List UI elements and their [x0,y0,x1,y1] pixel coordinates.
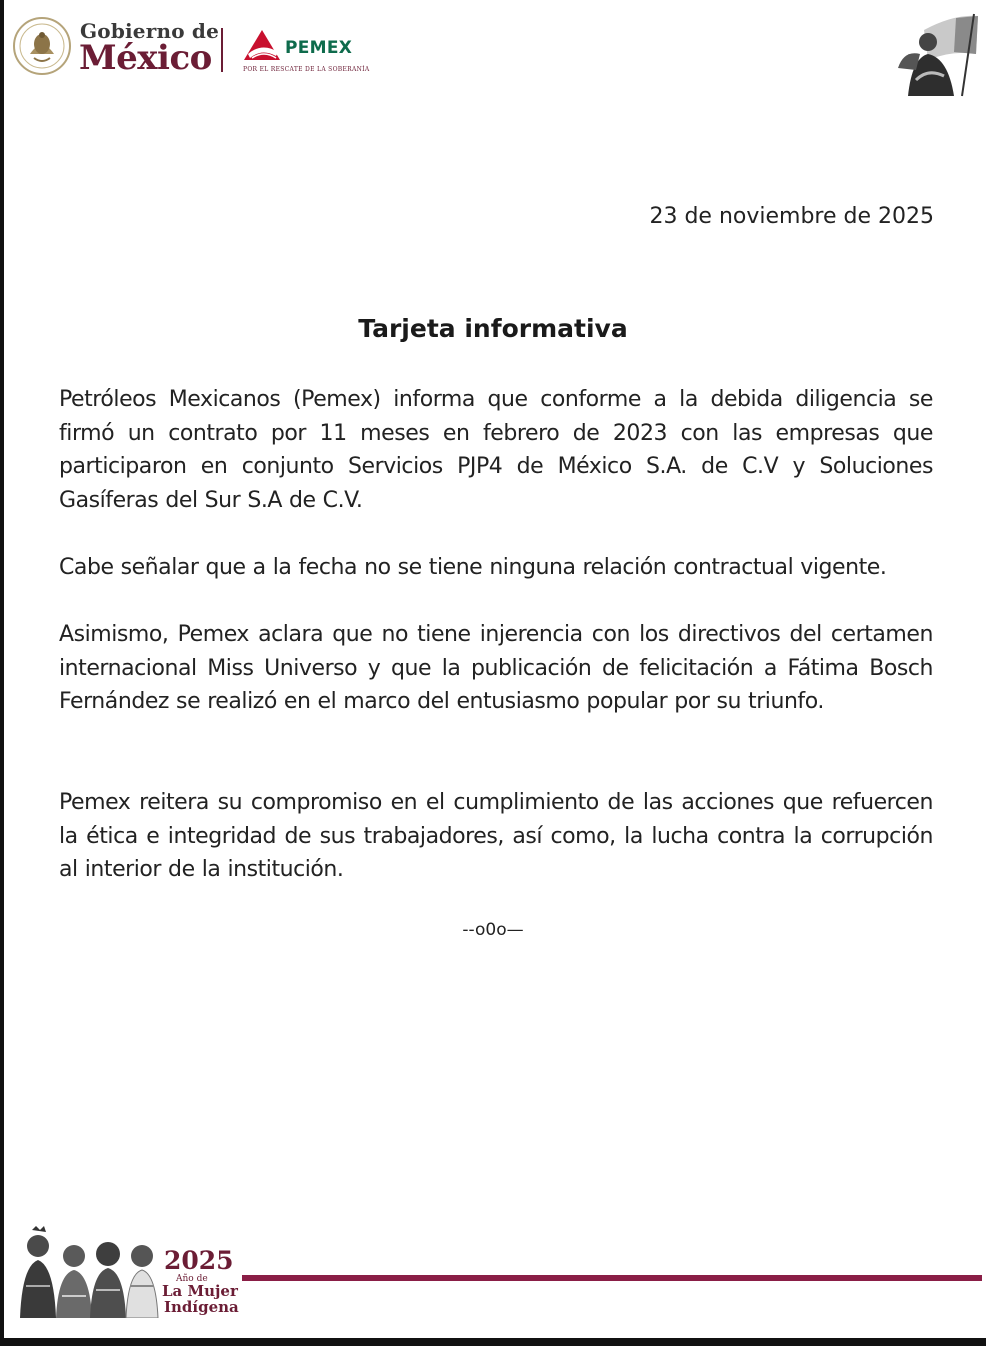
heroine-flag-icon [894,10,980,98]
footer-year-subtitle: Año de [176,1274,208,1284]
header-divider [221,28,223,72]
coat-of-arms-icon [12,16,72,76]
footer-year-line2: Indígena [164,1298,239,1316]
footer-year-line1: La Mujer [162,1282,238,1300]
footer-year: 2025 [164,1246,234,1275]
left-edge-rule [0,0,4,1346]
closing-mark: --o0o— [462,920,524,940]
document-date: 23 de noviembre de 2025 [649,204,934,229]
pemex-eagle-icon [242,28,282,64]
indigenous-women-icon [14,1226,160,1318]
pemex-wordmark: PEMEX [285,38,353,58]
bottom-edge-rule [0,1338,986,1346]
paragraph-commitment: Pemex reitera su compromiso en el cumplimiento de las acciones que refuercen la ética e integridad de sus trabajadores, así como, la lucha contra la corrupción al interior de la institución. [59,790,933,882]
document-title: Tarjeta informativa [358,314,628,343]
country-label: México [79,38,212,78]
government-label: Gobierno de [80,19,220,43]
paragraph-contract: Petróleos Mexicanos (Pemex) informa que conforme a la debida diligencia se firmó un contrato por 11 meses en febrero de 2023 con las empresas que participaron en conjunto Servicios PJP4 de México S.A. de C.V y Soluciones Gasíferas del Sur S.A de C.V. [59,387,933,513]
pemex-tagline: POR EL RESCATE DE LA SOBERANÍA [243,66,370,73]
paragraph-miss-universe: Asimismo, Pemex aclara que no tiene injerencia con los directivos del certamen internacional Miss Universo y que la publicación de felicitación a Fátima Bosch Fernández se realizó en el marco del entusiasmo popular por su triunfo. [59,622,933,714]
paragraph-no-relation: Cabe señalar que a la fecha no se tiene ninguna relación contractual vigente. [59,555,887,580]
footer-accent-line [242,1275,982,1281]
